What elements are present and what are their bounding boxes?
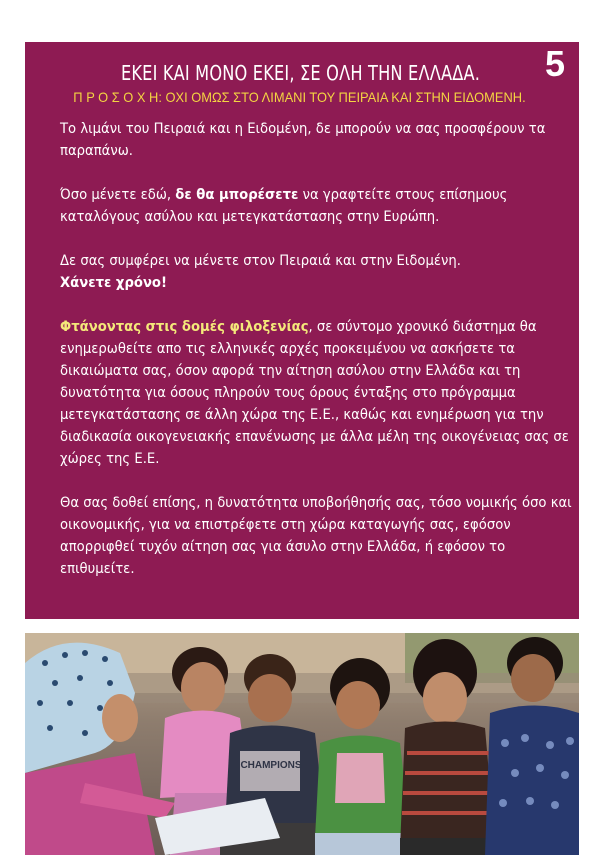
info-panel: [25, 42, 579, 619]
paragraph-losing-time: [60, 250, 581, 294]
paragraph-registration: [60, 184, 581, 228]
warning-line: Π Ρ Ο Σ Ο Χ Η: ΟΧΙ ΟΜΩΣ ΣΤΟ ΛΙΜΑΝΙ ΤΟΥ ΠΕΙΡΑΙΑ ΚΑΙ ΣΤΗΝ ΕΙΔΟΜΕΝΗ.: [73, 89, 526, 105]
hosting-structures-text: , σε σύντομο χρονικό διάστημα θα ενημερωθείτε απο τις ελληνικές αρχές προκειμένου να ασκήσετε τα δικαιώματα σας, όσον αφορά την αίτηση ασύλου στην Ελλάδα και τη δυνατότητα για όσους πληρούν τους όρους ένταξης στο πρόγραμμα μετεγκατάστασης σε άλλη χώρα της Ε.Ε., καθώς και ενημέρωση για την διαδικασία οικογενειακής επανένωσης με άλλα μέλη της οικογένειας σας σε χώρες της Ε.Ε.: [60, 319, 569, 467]
paragraph-losing-time-line: Δε σας συμφέρει να μένετε στον Πειραιά και στην Ειδομένη.: [60, 253, 461, 269]
paragraph-registration-emphasis: δε θα μπορέσετε: [175, 187, 299, 203]
paragraph-ports: Το λιμάνι του Πειραιά και η Ειδομένη, δε μπορούν να σας προσφέρουν τα παραπάνω.: [60, 121, 546, 159]
page-number: 5: [544, 43, 565, 84]
children-photo: [25, 633, 579, 855]
paragraph-hosting-structures: [60, 316, 581, 470]
shirt-text: CHAMPIONS: [240, 760, 302, 771]
headline: ΕΚΕΙ ΚΑΙ ΜΟΝΟ ΕΚΕΙ, ΣΕ ΟΛΗ ΤΗΝ ΕΛΛΑΔΑ.: [120, 61, 481, 85]
children-illustration: [25, 633, 579, 855]
hosting-structures-highlight: Φτάνοντας στις δομές φιλοξενίας: [60, 319, 309, 335]
paragraph-return-support: Θα σας δοθεί επίσης, η δυνατότητα υποβοήθησής σας, τόσο νομικής όσο και οικονομικής, για να επιστρέφετε στη χώρα καταγωγής σας, εφόσον απορριφθεί τυχόν αίτηση σας για άσυλο στην Ελλάδα, ή εφόσον το επιθυμείτε.: [60, 495, 572, 577]
paragraph-registration-end: να γραφτείτε στους επίσημους καταλόγους ασύλου και μετεγκατάστασης στην Ευρώπη.: [60, 187, 508, 225]
paragraph-registration-start: Όσο μένετε εδώ,: [60, 187, 176, 203]
paragraph-losing-time-emphasis: Χάνετε χρόνο!: [60, 275, 168, 291]
